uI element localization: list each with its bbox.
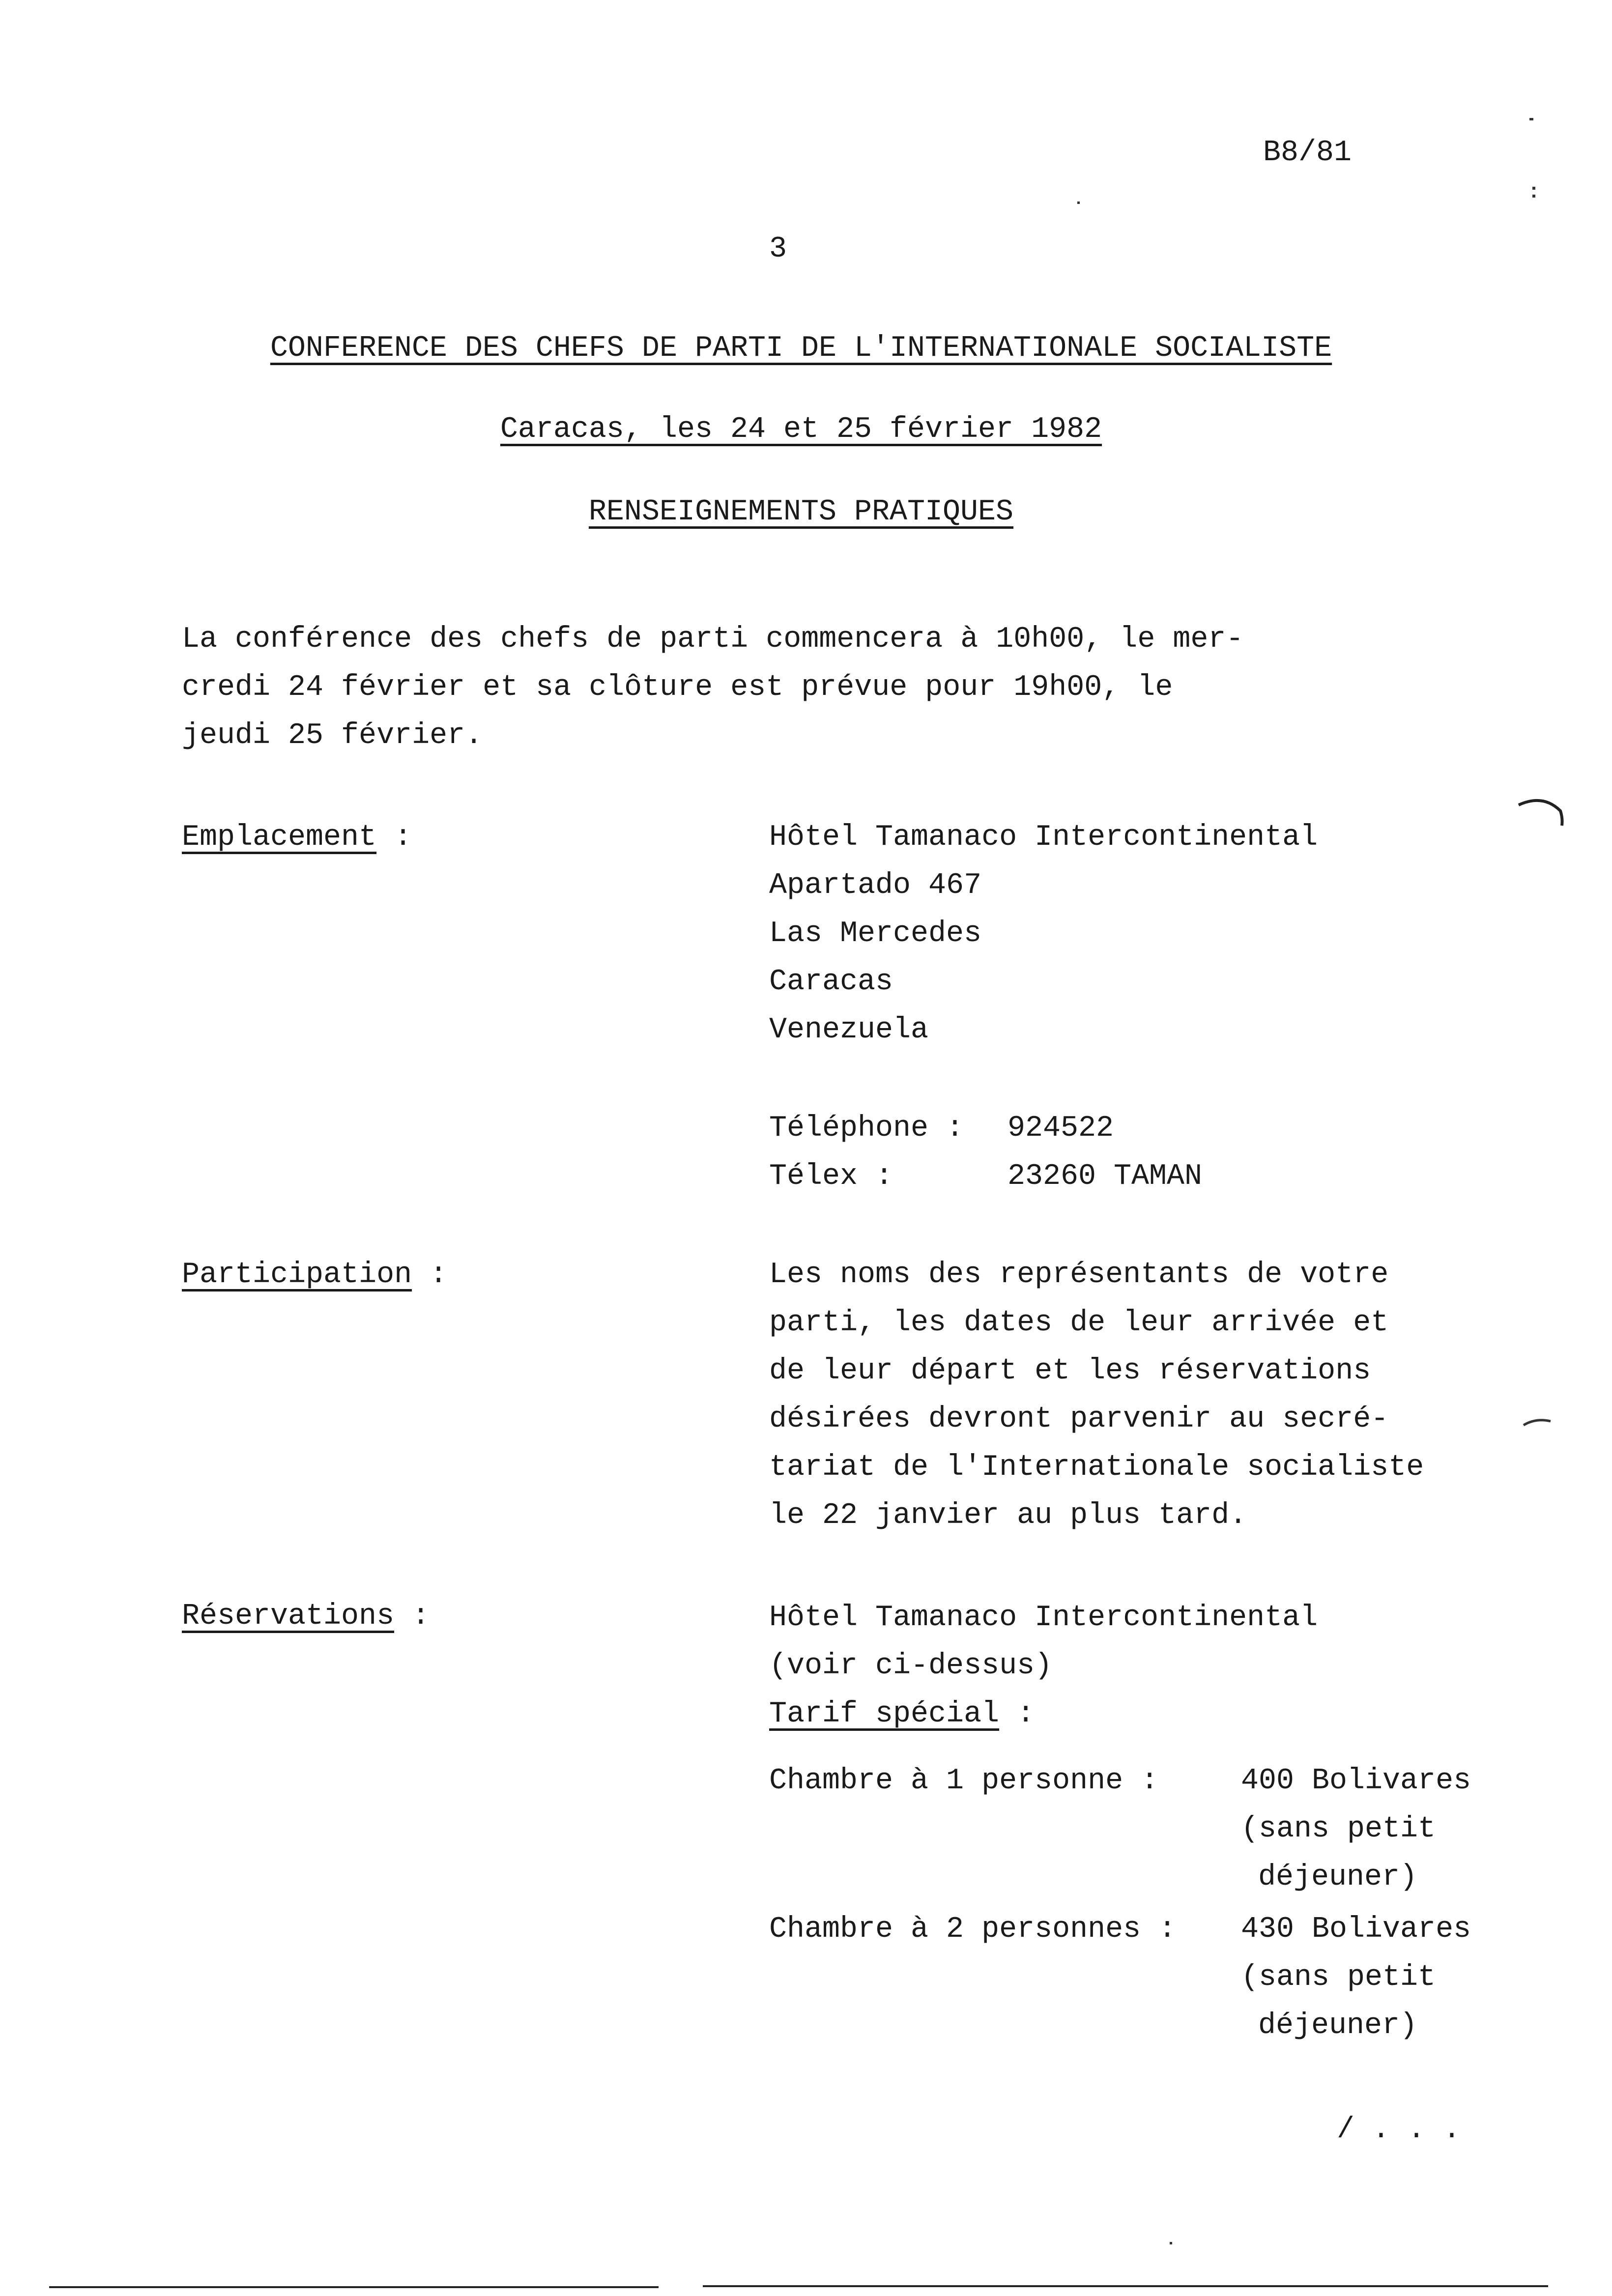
telex-value: 23260 TAMAN — [1008, 1160, 1203, 1193]
address-line: Apartado 467 — [769, 869, 982, 902]
bottom-edge-rule — [703, 2285, 1548, 2287]
continuation-marker: / . . . — [1337, 2113, 1461, 2147]
address-line: Caracas — [769, 965, 893, 999]
room-type: Chambre à 1 personne : — [769, 1764, 1159, 1798]
participation-line: désirées devront parvenir au secré- — [769, 1403, 1389, 1436]
participation-colon: : — [430, 1258, 448, 1292]
emplacement-colon: : — [394, 821, 412, 854]
scan-dot — [1077, 201, 1080, 204]
room-note: déjeuner) — [1258, 2009, 1418, 2042]
room-type: Chambre à 2 personnes : — [769, 1913, 1177, 1946]
participation-label-row — [182, 1251, 447, 1299]
scan-dot — [1170, 2242, 1172, 2244]
scan-mark — [1521, 1415, 1555, 1430]
tarif-colon: : — [1017, 1697, 1035, 1731]
emplacement-label-row — [182, 813, 412, 861]
conference-title: CONFERENCE DES CHEFS DE PARTI DE L'INTERNATIONALE SOCIALISTE — [270, 332, 1332, 365]
bottom-edge-rule — [49, 2286, 659, 2288]
reservations-line: (voir ci-dessus) — [769, 1649, 1053, 1683]
address-line: Venezuela — [769, 1013, 929, 1047]
place-date-title: Caracas, les 24 et 25 février 1982 — [500, 413, 1102, 446]
room-note: déjeuner) — [1258, 1861, 1418, 1894]
intro-line: La conférence des chefs de parti commencera à 10h00, le mer- — [182, 623, 1244, 656]
participation-label: Participation — [182, 1258, 412, 1292]
section-title: RENSEIGNEMENTS PRATIQUES — [588, 495, 1014, 529]
document-reference: B8/81 — [1263, 136, 1352, 170]
room-note: (sans petit — [1241, 1961, 1436, 1994]
scan-dot — [1532, 195, 1535, 198]
room-price: 400 Bolivares — [1241, 1764, 1471, 1798]
scan-dot — [1532, 187, 1535, 190]
reservations-label-row — [182, 1592, 430, 1640]
tarif-label: Tarif spécial — [769, 1697, 1000, 1731]
intro-line: credi 24 février et sa clôture est prévue pour 19h00, le — [182, 671, 1173, 704]
room-note: (sans petit — [1241, 1812, 1436, 1846]
participation-line: le 22 janvier au plus tard. — [769, 1499, 1247, 1532]
reservations-colon: : — [412, 1600, 430, 1633]
participation-line: de leur départ et les réservations — [769, 1354, 1371, 1388]
address-line: Hôtel Tamanaco Intercontinental — [769, 821, 1318, 854]
emplacement-label: Emplacement — [182, 821, 377, 854]
scan-dot — [1529, 118, 1533, 120]
participation-line: tariat de l'Internationale socialiste — [769, 1451, 1424, 1484]
participation-line: parti, les dates de leur arrivée et — [769, 1306, 1389, 1340]
telex-label: Télex : — [769, 1160, 893, 1193]
reservations-line: Hôtel Tamanaco Intercontinental — [769, 1601, 1318, 1635]
tarif-label-row — [769, 1690, 1035, 1738]
intro-line: jeudi 25 février. — [182, 719, 483, 752]
page-number: 3 — [769, 232, 787, 266]
participation-line: Les noms des représentants de votre — [769, 1258, 1389, 1292]
telephone-label: Téléphone : — [769, 1112, 964, 1145]
address-line: Las Mercedes — [769, 917, 982, 950]
scan-mark — [1514, 796, 1573, 850]
reservations-label: Réservations — [182, 1600, 395, 1633]
room-price: 430 Bolivares — [1241, 1913, 1471, 1946]
telephone-value: 924522 — [1008, 1112, 1114, 1145]
